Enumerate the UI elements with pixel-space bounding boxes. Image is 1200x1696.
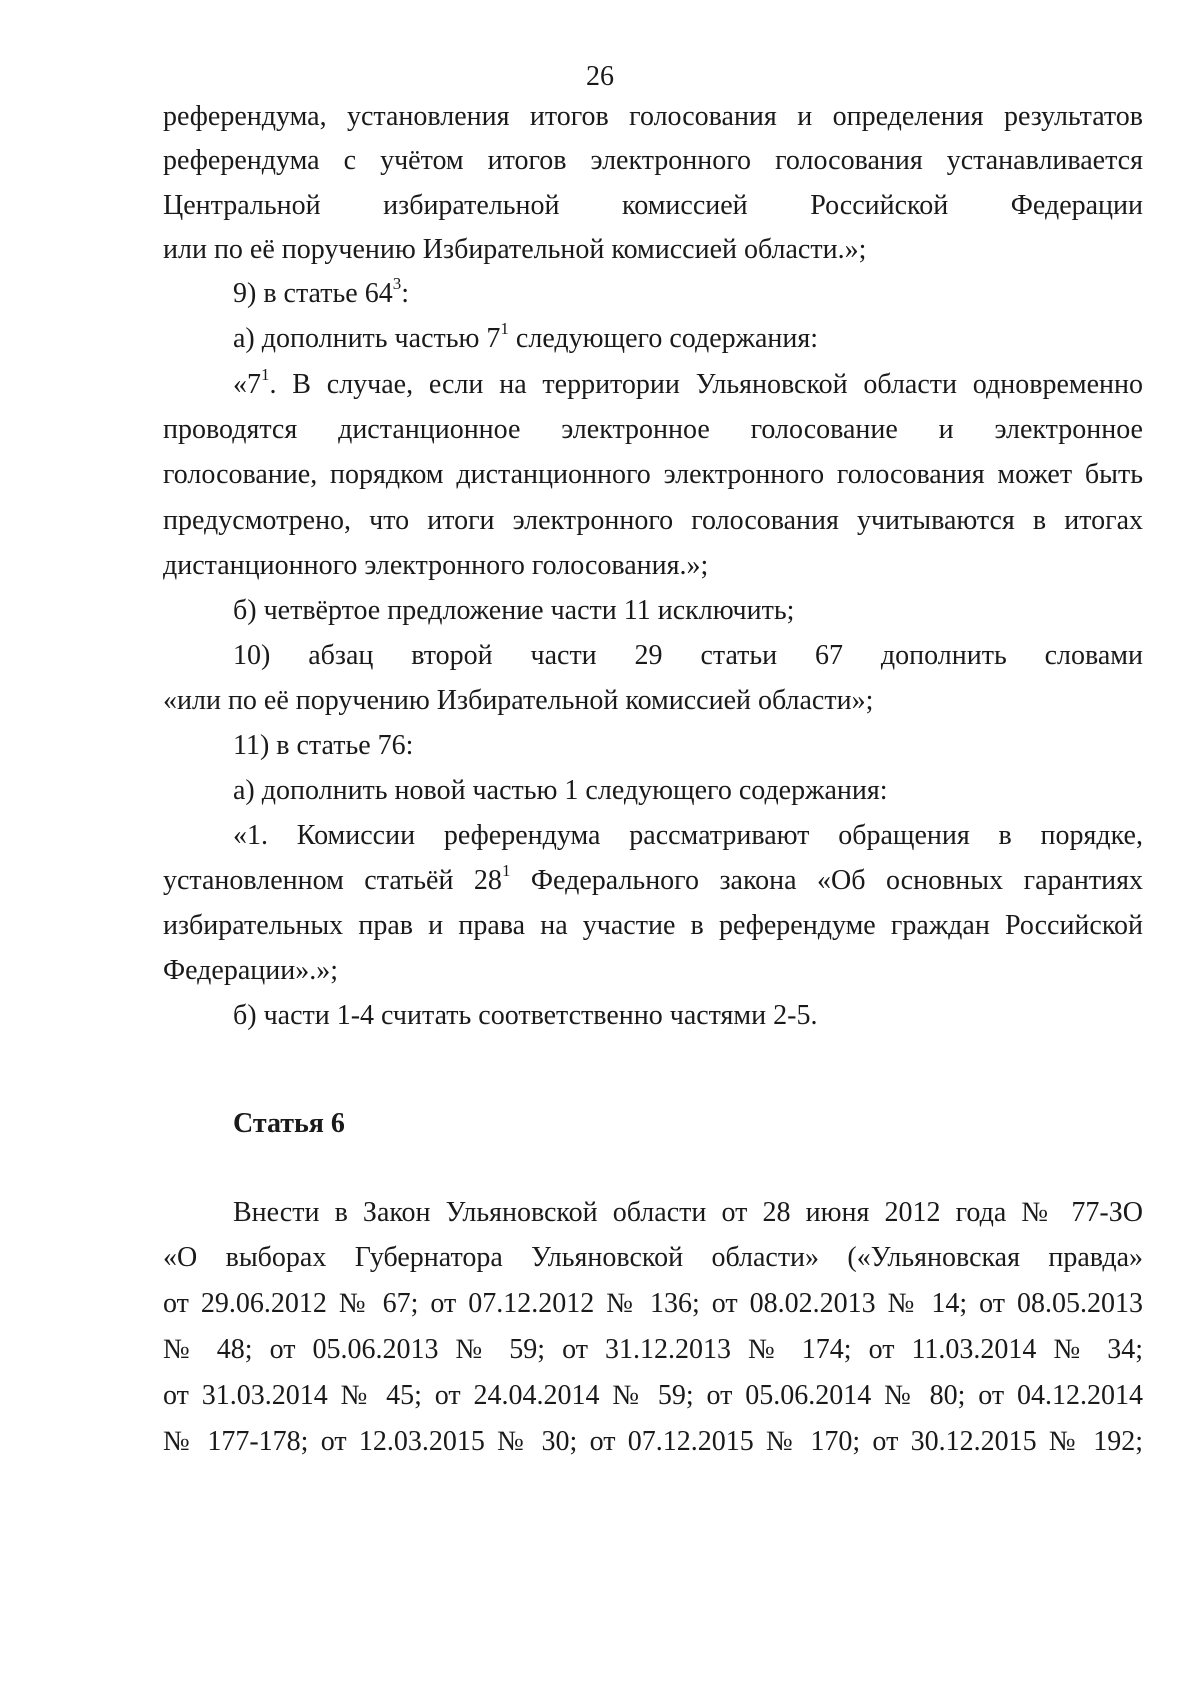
superscript: 3 — [392, 273, 402, 293]
paragraph-line: № 48; от 05.06.2013 № 59; от 31.12.2013 № 174; от 11.03.2014 № 34; — [163, 1334, 1143, 1365]
paragraph-line: «О выборах Губернатора Ульяновской области» («Ульяновская правда» — [163, 1242, 1143, 1273]
paragraph-line: Центральной избирательной комиссией Российской Федерации — [163, 190, 1143, 221]
paragraph-line: от 31.03.2014 № 45; от 24.04.2014 № 59; от 05.06.2014 № 80; от 04.12.2014 — [163, 1380, 1143, 1411]
list-item-line: б) четвёртое предложение части 11 исключить; — [233, 595, 795, 626]
list-item-line: 10) абзац второй части 29 статьи 67 дополнить словами — [233, 640, 1143, 671]
superscript: 1 — [261, 364, 270, 384]
list-item-line: 11) в статье 76: — [233, 730, 414, 761]
paragraph-line: Внести в Закон Ульяновской области от 28 июня 2012 года № 77-ЗО — [233, 1197, 1143, 1228]
paragraph-line: референдума, установления итогов голосования и определения результатов — [163, 101, 1143, 132]
list-item-line: а) дополнить новой частью 1 следующего содержания: — [233, 775, 888, 806]
paragraph-line: референдума с учётом итогов электронного голосования устанавливается — [163, 145, 1143, 176]
article-heading: Статья 6 — [233, 1108, 345, 1139]
quoted-paragraph-line: «1. Комиссии референдума рассматривают обращения в порядке, — [233, 820, 1143, 851]
paragraph-line: «или по её поручению Избирательной комиссией области»; — [163, 685, 874, 716]
paragraph-line: № 177-178; от 12.03.2015 № 30; от 07.12.2015 № 170; от 30.12.2015 № 192; — [163, 1426, 1143, 1457]
paragraph-line: или по её поручению Избирательной комиссией области.»; — [163, 234, 867, 265]
superscript: 1 — [500, 318, 509, 338]
paragraph-line: дистанционного электронного голосования.»; — [163, 550, 709, 581]
paragraph-line: проводятся дистанционное электронное голосование и электронное — [163, 414, 1143, 445]
paragraph-line: голосование, порядком дистанционного электронного голосования может быть — [163, 459, 1143, 490]
paragraph-line: от 29.06.2012 № 67; от 07.12.2012 № 136; от 08.02.2013 № 14; от 08.05.2013 — [163, 1288, 1143, 1319]
page-number: 26 — [586, 61, 614, 92]
paragraph-line: установленном статьёй $28^1$ Федерального закона «Об основных гарантиях — [163, 860, 1144, 896]
superscript: 1 — [501, 860, 511, 880]
paragraph-line: Федерации».»; — [163, 955, 339, 986]
quoted-paragraph-line: «$7^1$. В случае, если на территории Ульяновской области одновременно — [233, 364, 1143, 400]
paragraph-line: избирательных прав и права на участие в референдуме граждан Российской — [163, 910, 1143, 941]
list-item-line: б) части 1-4 считать соответственно частями 2-5. — [233, 1000, 818, 1031]
paragraph-line: предусмотрено, что итоги электронного голосования учитываются в итогах — [163, 505, 1143, 536]
list-item-line: а) дополнить частью $7^1$ следующего содержания: — [233, 318, 819, 354]
list-item-line: 9) в статье $64^3$: — [233, 273, 409, 309]
